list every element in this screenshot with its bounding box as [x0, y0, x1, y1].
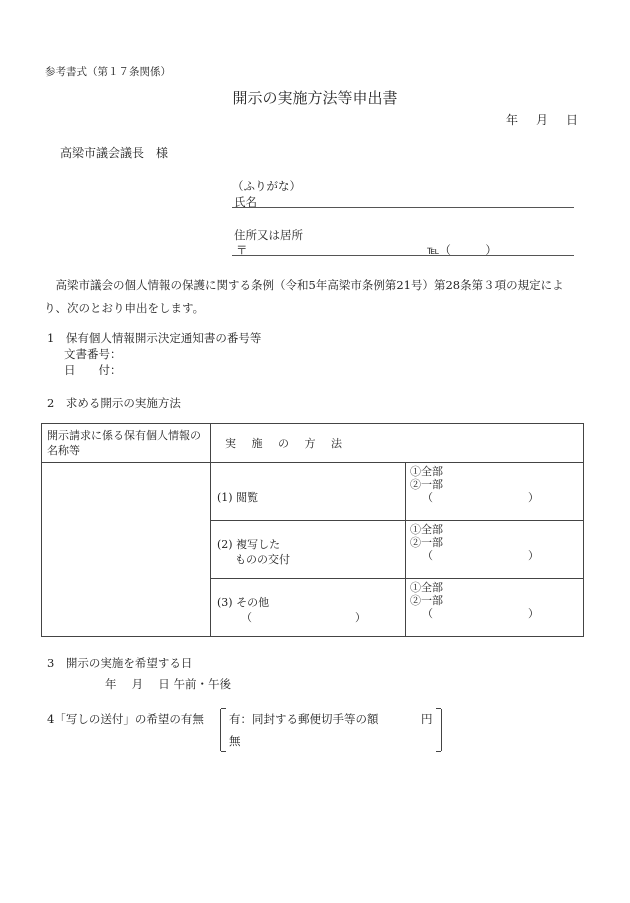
- furigana-label: （ふりがな）: [232, 179, 301, 193]
- tel-label: ℡（ ）: [427, 243, 497, 257]
- scope-cell-copy[interactable]: [406, 521, 584, 579]
- paren-close: ）: [528, 607, 539, 620]
- scope-all-option[interactable]: ①全部: [410, 523, 443, 536]
- paren-open: （: [241, 611, 252, 624]
- paren-open: （: [422, 549, 433, 562]
- info-name-cell[interactable]: [42, 463, 211, 637]
- method-view-label: (1) 閲覧: [217, 491, 259, 504]
- month-label: 月: [535, 113, 548, 127]
- address-label: 住所又は居所: [234, 228, 303, 242]
- scope-cell-view[interactable]: [406, 463, 584, 521]
- method-cell-view: [211, 463, 406, 521]
- paren-open: （: [422, 607, 433, 620]
- reference-label: 参考書式（第１７条関係）: [45, 66, 171, 78]
- scope-partial-option[interactable]: ②一部: [410, 594, 443, 607]
- disclosure-method-table: [41, 423, 584, 637]
- scope-partial-option[interactable]: ②一部: [410, 536, 443, 549]
- col-header-method: 実 施 の 方 法: [211, 424, 584, 463]
- name-label: 氏名: [234, 195, 257, 209]
- date-line: [488, 111, 578, 128]
- paren-close: ）: [355, 611, 366, 624]
- method-cell-copy: [211, 521, 406, 579]
- preferred-date-line[interactable]: 年 月 日 午前・午後: [105, 677, 231, 691]
- yen-label: 円: [421, 712, 433, 726]
- col-header-info-name: 開示請求に係る保有個人情報の名称等: [42, 424, 211, 463]
- day-label: 日: [565, 113, 578, 127]
- postal-mark: 〒: [236, 243, 248, 257]
- section3-heading: 3 開示の実施を希望する日: [47, 656, 193, 670]
- address-field[interactable]: [232, 255, 574, 256]
- scope-cell-other[interactable]: [406, 579, 584, 637]
- paren-close: ）: [528, 549, 539, 562]
- mail-option-no[interactable]: 無: [229, 734, 241, 748]
- section1-heading: 1 保有個人情報開示決定通知書の番号等: [47, 331, 262, 345]
- section4-heading: 4「写しの送付」の希望の有無: [47, 712, 204, 726]
- declaration-text: 高梁市議会の個人情報の保護に関する条例（令和5年高梁市条例第21号）第28条第３項の規定により、次のとおり申出をします。: [44, 278, 564, 315]
- method-copy-label-2: ものの交付: [235, 553, 290, 566]
- paren-close: ）: [528, 491, 539, 504]
- method-other-label: (3) その他: [217, 596, 270, 609]
- doc-number-label: 文書番号：: [64, 347, 122, 361]
- scope-all-option[interactable]: ①全部: [410, 581, 443, 594]
- mail-option-yes[interactable]: 有：同封する郵便切手等の額: [229, 712, 379, 726]
- year-label: 年: [505, 113, 518, 127]
- scope-partial-option[interactable]: ②一部: [410, 478, 443, 491]
- method-cell-other[interactable]: [211, 579, 406, 637]
- form-title: 開示の実施方法等申出書: [232, 89, 398, 107]
- notice-date-label: 日 付：: [64, 363, 122, 377]
- addressee: 高梁市議会議長 様: [60, 146, 169, 160]
- method-copy-label: (2) 複写した: [217, 538, 281, 551]
- name-field[interactable]: [232, 207, 574, 208]
- section2-heading: 2 求める開示の実施方法: [47, 396, 181, 410]
- scope-all-option[interactable]: ①全部: [410, 465, 443, 478]
- paren-open: （: [422, 491, 433, 504]
